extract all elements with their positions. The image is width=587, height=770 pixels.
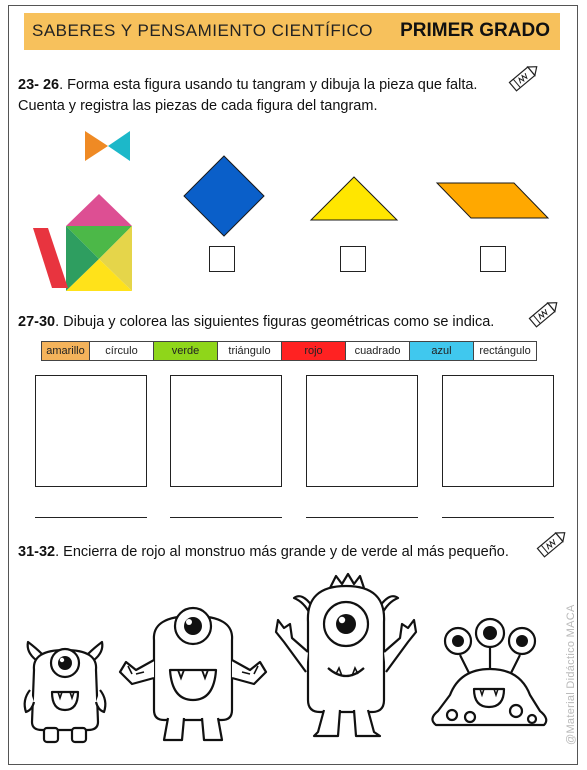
question-number: 23- 26 <box>18 77 60 93</box>
legend-color-green: verde <box>154 342 218 360</box>
question-23-26-line2 <box>18 97 377 116</box>
monster-three-eyes[interactable] <box>420 615 560 745</box>
watermark-text: @Material Didáctico MACA <box>565 604 577 745</box>
answer-line-2[interactable] <box>170 517 282 518</box>
answer-line-4[interactable] <box>442 517 554 518</box>
legend-shape-circle: círculo <box>90 342 154 360</box>
tangram-red-parallelogram <box>33 228 68 288</box>
question-text: . Forma esta figura usando tu tangram y dibuja la pieza que falta. <box>59 77 478 93</box>
question-31-32 <box>18 543 509 562</box>
color-shape-legend <box>41 341 537 361</box>
tangram-pink-triangle <box>66 194 132 226</box>
legend-shape-square: cuadrado <box>346 342 410 360</box>
count-box-square[interactable] <box>209 246 235 272</box>
tangram-figure <box>30 128 140 293</box>
monster-striped[interactable] <box>118 600 268 745</box>
answer-line-3[interactable] <box>306 517 418 518</box>
question-27-30 <box>18 313 494 332</box>
count-box-triangle[interactable] <box>340 246 366 272</box>
question-text: . Encierra de rojo al monstruo más grande y de verde al más pequeño. <box>55 544 509 560</box>
question-number: 31-32 <box>18 544 56 560</box>
question-text-2: Cuenta y registra las piezas de cada figura del tangram. <box>18 98 378 114</box>
answer-line-1[interactable] <box>35 517 147 518</box>
header-banner <box>24 13 560 50</box>
legend-shape-rectangle: rectángulo <box>474 342 536 360</box>
yellow-triangle-shape <box>309 176 399 222</box>
drawing-box-1[interactable] <box>35 375 147 487</box>
tangram-orange-triangle <box>85 131 108 161</box>
question-23-26 <box>18 76 477 95</box>
legend-color-yellow: amarillo <box>42 342 90 360</box>
legend-shape-triangle: triángulo <box>218 342 282 360</box>
monster-large[interactable] <box>268 572 423 747</box>
pencil-icon <box>526 296 562 332</box>
drawing-box-4[interactable] <box>442 375 554 487</box>
drawing-box-2[interactable] <box>170 375 282 487</box>
count-box-parallelogram[interactable] <box>480 246 506 272</box>
question-text: . Dibuja y colorea las siguientes figuras geométricas como se indica. <box>55 314 495 330</box>
question-number: 27-30 <box>18 314 56 330</box>
legend-color-red: rojo <box>282 342 346 360</box>
monster-small[interactable] <box>22 630 108 745</box>
blue-square-shape <box>183 155 265 237</box>
legend-color-blue: azul <box>410 342 474 360</box>
pencil-icon <box>506 60 542 96</box>
orange-parallelogram-shape <box>436 182 550 220</box>
drawing-box-3[interactable] <box>306 375 418 487</box>
subject-title: SABERES Y PENSAMIENTO CIENTÍFICO <box>32 21 373 40</box>
pencil-icon <box>534 526 570 562</box>
grade-title: PRIMER GRADO <box>400 20 550 41</box>
tangram-cyan-triangle <box>108 131 130 161</box>
